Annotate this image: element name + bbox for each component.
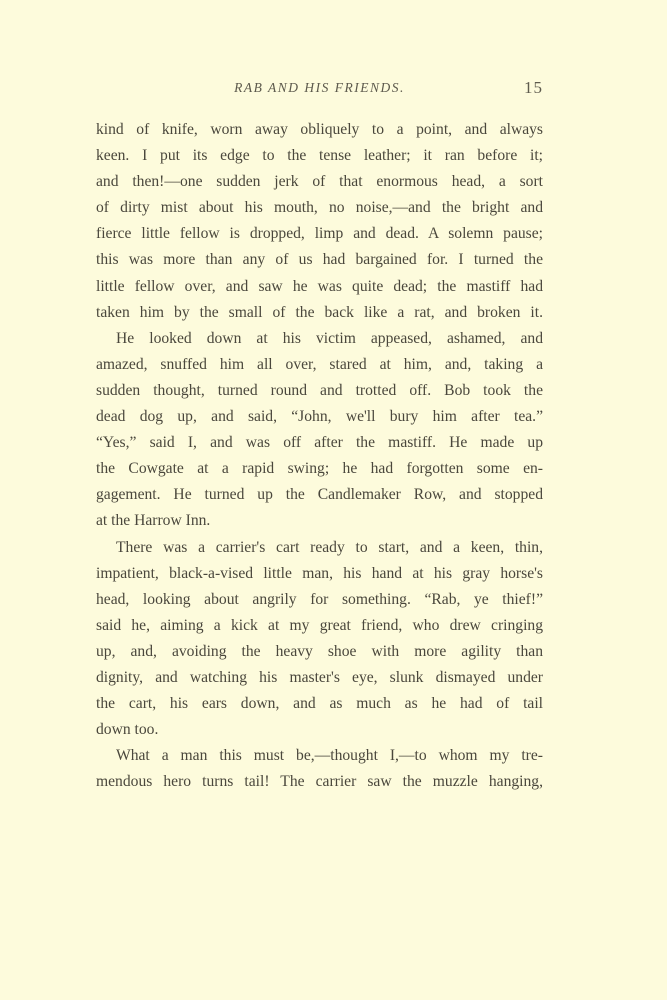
text-line: little fellow over, and saw he was quite dead; the mastiff had	[96, 277, 543, 295]
text-line: and then!—one sudden jerk of that enormous head, a sort	[96, 173, 543, 191]
paragraph	[96, 743, 543, 795]
text-line: He looked down at his victim appeased, ashamed, and	[116, 329, 543, 347]
paragraph	[96, 326, 543, 535]
text-line: fierce little fellow is dropped, limp and dead. A solemn pause;	[96, 225, 543, 243]
text-line: impatient, black-a-vised little man, his hand at his gray horse's	[96, 564, 543, 582]
running-title: RAB AND HIS FRIENDS.	[234, 80, 405, 95]
text-line: amazed, snuffed him all over, stared at him, and, taking a	[96, 355, 543, 373]
body-text	[96, 117, 543, 795]
paragraph	[96, 535, 543, 744]
text-line: down too.	[96, 721, 159, 739]
text-line: the cart, his ears down, and as much as he had of tail	[96, 695, 543, 713]
text-line: What a man this must be,—thought I,—to whom my tre-	[116, 747, 543, 765]
text-line: said he, aiming a kick at my great friend, who drew cringing	[96, 616, 543, 634]
text-line: the Cowgate at a rapid swing; he had forgotten some en-	[96, 460, 543, 478]
page-number: 15	[524, 78, 543, 97]
text-line: dignity, and watching his master's eye, slunk dismayed under	[96, 668, 543, 686]
text-line: keen. I put its edge to the tense leather; it ran before it;	[96, 147, 543, 165]
text-line: “Yes,” said I, and was off after the mastiff. He made up	[96, 434, 543, 452]
text-line: mendous hero turns tail! The carrier saw the muzzle hanging,	[96, 773, 543, 791]
text-line: dead dog up, and said, “John, we'll bury him after tea.”	[96, 408, 543, 426]
text-line: gagement. He turned up the Candlemaker Row, and stopped	[96, 486, 543, 504]
text-line: There was a carrier's cart ready to start, and a keen, thin,	[116, 538, 543, 556]
text-line: at the Harrow Inn.	[96, 512, 211, 530]
text-line: up, and, avoiding the heavy shoe with more agility than	[96, 642, 543, 660]
text-line: sudden thought, turned round and trotted off. Bob took the	[96, 381, 543, 399]
text-line: kind of knife, worn away obliquely to a point, and always	[96, 121, 543, 138]
text-line: taken him by the small of the back like a rat, and broken it.	[96, 303, 543, 321]
text-line: of dirty mist about his mouth, no noise,—and the bright and	[96, 199, 543, 217]
paragraph	[96, 117, 543, 326]
text-line: head, looking about angrily for something. “Rab, ye thief!”	[96, 590, 543, 608]
page-header	[96, 80, 543, 104]
text-line: this was more than any of us had bargained for. I turned the	[96, 251, 543, 269]
